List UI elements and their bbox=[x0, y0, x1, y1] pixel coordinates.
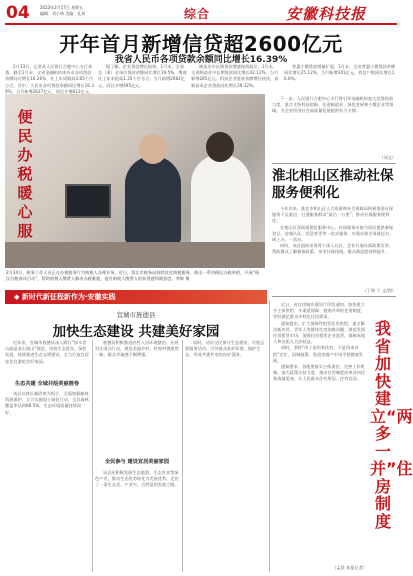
lead-column-1 bbox=[5, 64, 95, 92]
section-banner-text: ◆ 新时代新征程新作为·安徽实践 bbox=[14, 293, 116, 301]
column-divider bbox=[269, 300, 270, 572]
sub-kicker: 宣城市旌德县 bbox=[116, 311, 156, 319]
side-paragraph: 今年以来，淮北市相山区人力资源和社会保障局积极推进社保服务下沉基层，打通服务群众“最后一公里”，推动社保服务便利化。 bbox=[272, 206, 394, 224]
monitor-shape bbox=[65, 184, 111, 218]
photo-person-head bbox=[139, 134, 167, 164]
sub-column-2-top bbox=[95, 340, 179, 458]
lower-right-paragraph: 通知要求，各地要落实主体责任，完善工作机制，加大政策支持力度，推动住房制度改革各项任务落地见效，让人民群众住有所居、住有宜居。 bbox=[273, 364, 366, 382]
side-headline: 淮北相山区推动社保服务便利化 bbox=[272, 168, 394, 201]
column-divider bbox=[272, 163, 396, 164]
side-body bbox=[272, 206, 396, 286]
sub-paragraph: 旌德县积极推进农村人居环境整治，开展村庄清洁行动，建设美丽乡村，村容村貌焕然一新，群众幸福感不断增强。 bbox=[95, 340, 179, 358]
lead-byline: （刘文） bbox=[379, 155, 396, 160]
sub-column-3 bbox=[185, 340, 267, 570]
lower-right-byline: （孟晨 本报记者） bbox=[332, 565, 367, 570]
lead-column-2 bbox=[98, 64, 188, 92]
header-date: 2023年2月17日 星期五 bbox=[40, 5, 84, 10]
column-divider bbox=[182, 340, 183, 572]
lead-paragraph: 下一步，人民银行合肥中心支行将引导金融机构加大信贷投放力度，重点支持科技创新、先进制造业、绿色发展和小微企业等领域，为全省经济社会高质量发展提供有力支撑。 bbox=[272, 96, 394, 114]
sub-paragraph: 该县还积极发展生态旅游、生态农业等绿色产业，推动生态优势转化为发展优势，走出了一条生态美、产业兴、百姓富的发展之路。 bbox=[95, 470, 179, 488]
lower-right-paragraph: 近日，省住房城乡建设厅印发通知，加快建立多主体供给、多渠道保障、租购并举的住房制度，更好满足群众多样化住房需求。 bbox=[273, 302, 366, 320]
masthead-logo: 安徽科技报 bbox=[286, 5, 367, 23]
section-name: 综合 bbox=[184, 7, 211, 21]
photo-person bbox=[191, 154, 251, 254]
sub-section-title: 全民参与 建设宜居美丽家园 bbox=[104, 459, 170, 465]
lower-right-paragraph: 同时，坚持“房子是用来住的、不是用来炒的”定位，因城施策，促进房地产市场平稳健康发展。 bbox=[273, 345, 364, 363]
sub-column-1 bbox=[5, 391, 89, 571]
side-byline: （丁婷 丫 文/图） bbox=[362, 288, 396, 293]
lead-paragraph: 制造业中长期贷款增速保持高位，1月末，全省制造业中长期贷款同比增长42.12%，当月新增285亿元。科技企业贷款余额增长较快，高新技术企业贷款同比增长29.32%。 bbox=[191, 64, 279, 88]
lead-paragraph: 普惠小微贷款增量扩面，1月末，全省普惠小微贷款余额同比增长25.12%，当月新增341亿元，授信户数同比增长16.8%。 bbox=[284, 64, 396, 82]
lead-column-5 bbox=[272, 96, 396, 154]
photo-caption: 2月14日，税务工作人员正在办税服务厅为纳税人办理业务。近日，淮北市税务局持续优化纳税服务，推出一系列便民办税举措，开展“便民办税春风行动”，帮助纳税人缴费人解决办税难题，提升纳税人缴费人的获得感和满意度。李辉 摄 bbox=[6, 270, 260, 281]
lead-column-4 bbox=[284, 64, 396, 92]
photo-person bbox=[125, 156, 181, 244]
lead-column-3 bbox=[191, 64, 281, 92]
vertical-headline: 我省加快建立“两多一并”住房制度 bbox=[370, 319, 413, 531]
column-divider bbox=[92, 340, 93, 572]
lower-right-paragraph: 通知提出，扩大保障性租赁住房供给，重点解决新市民、青年人等群体住房困难问题；规范发展住房租赁市场，加强住房租赁企业监管，保障承租人和出租人合法权益。 bbox=[273, 320, 366, 345]
sub-column-2 bbox=[95, 470, 179, 570]
lead-headline: 开年首月新增信贷超2600亿元 bbox=[59, 32, 343, 56]
side-paragraph: 在相山区各街道便民服务中心，社保服务专窗为居民提供参保登记、待遇认证、信息变更等一站式服务，实现社保业务就近办、网上办、一次办。 bbox=[272, 224, 394, 243]
lower-right-body bbox=[273, 302, 367, 564]
sub-paragraph: 近年来，宣城市旌德县深入践行“绿水青山就是金山银山”理念，坚持生态优先、绿色发展，持续推进生态文明建设，全力打造宜居宜业宜游的美好家园。 bbox=[5, 340, 89, 364]
news-photo bbox=[5, 94, 265, 268]
photo-slogan: 便民办税 暖心服 bbox=[17, 108, 33, 240]
header-meta bbox=[40, 5, 112, 16]
lead-paragraph: 2月13日，记者从人民银行合肥中心支行获悉，截至1月末，全省金融机构本外币各项贷款余额同比增长16.26%，比上年同期高3.85个百分点。其中，人民币各项贷款余额同比增长16.39%，当月新增2637亿元，同比多增613亿元， bbox=[5, 64, 94, 94]
sub-headline: 加快生态建设 共建美好家园 bbox=[52, 324, 220, 340]
lead-subhead: 我省人民币各项贷款余额同比增长16.39% bbox=[114, 55, 288, 65]
header-editors: 编辑：刘小林 美编：孔妍 bbox=[40, 10, 86, 16]
sub-column-1-top bbox=[5, 340, 89, 380]
sub-paragraph: 同时，动员全民参与生态建设，开展志愿服务活动，引导群众爱护环境、保护生态，形成共建共享的良好氛围。 bbox=[185, 340, 265, 358]
page-number: 04 bbox=[6, 3, 30, 23]
photo-person-head bbox=[206, 132, 234, 162]
header-rule bbox=[5, 23, 397, 25]
sub-paragraph: 该县以林长制改革为抓手，全面加强森林资源保护，大力实施国土绿化行动，全县森林覆盖率达到68.5%，生态环境质量持续向好。 bbox=[5, 391, 89, 415]
side-paragraph: 同时，该区组织业务骨干深入社区、企业开展社保政策宣讲，帮助群众了解参保政策、享受社保待遇，群众满意度持续提升。 bbox=[272, 243, 394, 255]
column-divider bbox=[272, 296, 396, 297]
photo-desk bbox=[5, 242, 265, 268]
lead-paragraph: 据了解，企业贷款增长较快，1月末，全省企（事）业单位贷款余额同比增长19.5%，增速比上年末提高1.35个百分点；当月新增2082亿元，同比多增495亿元。 bbox=[98, 64, 187, 88]
sub-section-title: 生态共建 全域共绘美丽画卷 bbox=[14, 381, 80, 387]
